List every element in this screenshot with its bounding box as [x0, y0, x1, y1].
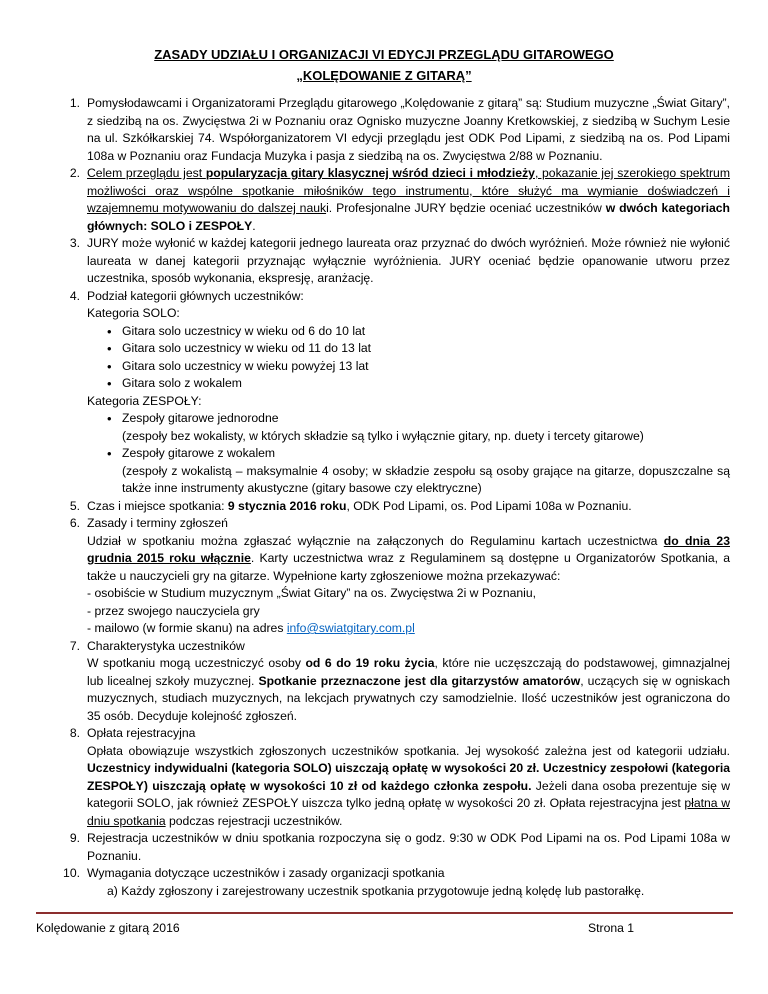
item-paragraph — [87, 533, 730, 586]
item-heading: Wymagania dotyczące uczestników i zasady organizacji spotkania — [87, 866, 445, 880]
apply-intro: Udział w spotkaniu można zgłaszać wyłącznie na załączonych do Regulaminu kartach uczestnictwa — [87, 533, 664, 548]
list-item-7 — [36, 638, 730, 726]
sub-item-a — [87, 883, 730, 901]
bullet-item: • Gitara solo z wokalem — [87, 375, 730, 393]
bullet-description: (zespoły z wokalistą – maksymalnie 4 osoby; w składzie zespołu są osoby grające na gitarze, dopuszczalne są także inne instrumenty akustyczne (gitary basowe czy elektryczne) — [122, 463, 730, 495]
bullet-item: • Gitara solo uczestnicy w wieku od 6 do 10 lat — [87, 323, 730, 341]
goal-bold: popularyzacja gitary klasycznej wśród dzieci i młodzieży — [205, 166, 535, 180]
bullet-item: • Zespoły gitarowe jednorodne — [87, 410, 730, 428]
event-place: , ODK Pod Lipami, os. Pod Lipami 108a w Poznaniu. — [346, 498, 632, 513]
apply-email-intro: - mailowo (w formie skanu) na adres — [87, 621, 287, 635]
list-item-5 — [36, 498, 730, 516]
item-number: 8. — [69, 726, 80, 740]
item-number: 7. — [69, 638, 80, 653]
amateurs-bold: Spotkanie przeznaczone jest dla gitarzystów amatorów — [258, 673, 581, 688]
period: . — [252, 218, 256, 233]
apply-option: - osobiście w Studium muzycznym „Świat Gitary” na os. Zwycięstwa 2i w Poznaniu, — [87, 586, 537, 600]
list-item-1 — [36, 95, 730, 165]
list-item-3 — [36, 235, 730, 288]
age-range: od 6 do 19 roku życia — [305, 656, 435, 670]
page-subtitle: „KOLĘDOWANIE Z GITARĄ” — [296, 68, 472, 83]
item-text: Rejestracja uczestników w dniu spotkania rozpoczyna się o godz. 9:30 w ODK Pod Lipami na os. Pod Lipami 108a w Poznaniu. — [87, 831, 730, 863]
item-number: 4. — [69, 288, 80, 303]
sub-item-text: Każdy zgłoszony i zarejestrowany uczestnik spotkania przygotowuje jedną kolędę lub pastorałkę. — [121, 883, 645, 898]
rules-list — [36, 95, 730, 900]
item-number: 2. — [69, 166, 80, 180]
event-date: 9 stycznia 2016 roku — [227, 498, 347, 513]
list-item-10 — [36, 865, 730, 900]
goal-rest: , pokazanie jej szerokiego spektrum możliwości oraz wspólne spotkanie miłośników tego instrumentu, które służyć ma wymianie doświadczeń i wzajemnemu motywowaniu do dalszej nauk — [87, 166, 730, 215]
category-solo-heading: Kategoria SOLO: — [87, 306, 180, 320]
footer-divider — [36, 912, 733, 914]
item-text: JURY może wyłonić w każdej kategorii jednego laureata oraz przyznać do dwóch wyróżnień. Może również nie wyłonić laureata w danej kategorii przyznając wyłącznie wyróżnienia. JURY oceniać będzie opanowanie utworu przez uczestnika, sposób wykonania, ekspresję, aranżację. — [87, 236, 730, 285]
participants-rest: , uczących się w ogniskach muzycznych, studiach muzycznych, na lekcjach prywatnych czy samodzielnie. Ilość uczestników jest ograniczona do 35 osób. Decyduje kolejność zgłoszeń. — [87, 673, 730, 723]
item-number: 1. — [69, 96, 80, 110]
bullet-item: • Zespoły gitarowe z wokalem — [87, 445, 730, 463]
deadline: do dnia 23 grudnia 2015 roku włącznie — [87, 533, 730, 565]
email-link[interactable]: info@swiatgitary.com.pl — [286, 621, 415, 635]
list-item-9 — [36, 830, 730, 865]
list-item-6 — [36, 515, 730, 638]
footer-title: Kolędowanie z gitarą 2016 — [36, 921, 180, 935]
item-text: Pomysłodawcami i Organizatorami Przeglądu gitarowego „Kolędowanie z gitarą” są: Studium muzyczne „Świat Gitary”, z siedzibą na os. Zwycięstwa 2i w Poznaniu oraz Ognisko muzyczne Joanny Kretkowskiej, z siedzibą w Suchym Lesie na ul. Szkółkarskiej 74. Współorganizatorem VI edycji przeglądu jest ODK Pod Lipami, z siedzibą na os. Pod Lipami 108a w Poznaniu oraz Fundacja Muzyka i pasja z siedzibą na os. Zwycięstwa 2/88 w Poznaniu. — [87, 96, 730, 163]
list-item-8 — [36, 725, 730, 830]
sub-item-label: a) — [107, 883, 118, 898]
item-number: 3. — [69, 236, 80, 250]
page-title: ZASADY UDZIAŁU I ORGANIZACJI VI EDYCJI PRZEGLĄDU GITAROWEGO — [154, 47, 614, 62]
fee-intro: Opłata obowiązuje wszystkich zgłoszonych uczestników spotkania. Jej wysokość zależna jest od kategorii udziału. — [87, 743, 730, 758]
category-zespoly-heading: Kategoria ZESPOŁY: — [87, 393, 202, 408]
item-heading: Podział kategorii głównych uczestników: — [87, 288, 304, 303]
item-paragraph — [87, 655, 730, 725]
bullet-item: • Gitara solo uczestnicy w wieku od 11 do 13 lat — [87, 340, 730, 358]
fee-amounts: Uczestnicy indywidualni (kategoria SOLO) uiszczają opłatę w wysokości 20 zł. Uczestnicy zespołowi (kategoria ZESPOŁY) uiszczają opłatę w wysokości 10 zł od każdego członka zespołu. — [87, 761, 730, 793]
item-paragraph — [87, 743, 730, 831]
fee-payable: płatna w dniu spotkania — [87, 796, 730, 828]
item-number: 5. — [69, 498, 80, 513]
categories-bold: w dwóch kategoriach głównych: SOLO i ZESPOŁY — [87, 201, 730, 233]
date-intro: Czas i miejsce spotkania: — [87, 498, 228, 513]
age-intro: W spotkaniu mogą uczestniczyć osoby — [87, 656, 306, 670]
list-item-4 — [36, 288, 730, 498]
jury-text: i. Profesjonalne JURY będzie oceniać uczestników — [326, 201, 606, 215]
page-number: Strona 1 — [588, 921, 635, 935]
item-heading: Charakterystyka uczestników — [87, 638, 245, 653]
fee-end: podczas rejestracji uczestników. — [165, 813, 343, 828]
item-heading: Zasady i terminy zgłoszeń — [87, 516, 228, 530]
apply-option — [87, 620, 730, 638]
item-number: 10. — [63, 866, 80, 880]
item-heading: Opłata rejestracyjna — [87, 726, 196, 740]
bullet-item: • Gitara solo uczestnicy w wieku powyżej 13 lat — [87, 358, 730, 376]
list-item-2 — [36, 165, 730, 235]
item-number: 9. — [69, 831, 80, 845]
goal-intro: Celem przeglądu jest — [87, 166, 206, 180]
apply-option: - przez swojego nauczyciela gry — [87, 603, 260, 618]
age-rest: , które nie uczęszczają do podstawowej, gimnazjalnej lub licealnej szkoły muzycznej. — [87, 656, 730, 688]
fee-rest: Jeżeli dana osoba prezentuje się w kategorii SOLO, jak również ZESPOŁY uiszcza tylko jedną opłatę w wysokości 20 zł. Opłata rejestracyjna jest — [87, 778, 730, 810]
item-number: 6. — [69, 516, 80, 530]
apply-rest: . Karty uczestnictwa wraz z Regulaminem są dostępne u Organizatorów Spotkania, a także u nauczycieli gry na gitarze. Wypełnione karty zgłoszeniowe można przekazywać: — [87, 551, 730, 583]
bullet-description: (zespoły bez wokalisty, w których składzie są tylko i wyłącznie gitary, np. duety i tercety gitarowe) — [122, 428, 644, 443]
